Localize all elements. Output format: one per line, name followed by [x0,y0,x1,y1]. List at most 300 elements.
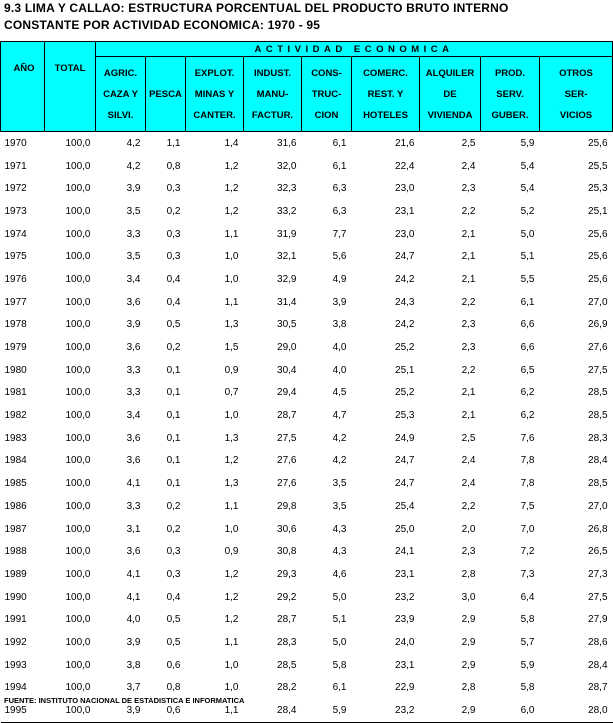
year-cell: 1978 [4,319,27,331]
alquiler-cell: 2,1 [461,410,476,422]
comerc-cell: 25,1 [395,364,415,376]
construc-cell: 4,3 [332,546,347,558]
pesca-cell: 0,5 [166,636,181,648]
year-cell: 1971 [4,160,27,172]
agric-cell: 3,5 [126,251,141,263]
year-cell: 1994 [4,682,27,694]
total-cell: 100,0 [65,296,91,308]
total-cell: 100,0 [65,205,91,217]
explot-cell: 1,4 [224,137,239,149]
agric-cell: 3,9 [126,319,141,331]
explot-cell: 1,2 [224,591,239,603]
comerc-cell: 23,2 [352,699,420,722]
construc-cell: 5,0 [332,636,347,648]
agric-cell: 3,6 [126,455,141,467]
agric-cell: 3,4 [126,410,141,422]
total-cell: 100,0 [65,319,91,331]
agric-cell: 3,5 [126,205,141,217]
prod-serv-cell: 6,1 [520,296,535,308]
header-explot-line: EXPLOT. [194,67,235,79]
pesca-cell: 0,1 [166,478,181,490]
header-total: TOTAL [45,42,96,132]
prod-serv-cell: 5,4 [520,183,535,195]
comerc-cell: 22,4 [395,160,415,172]
total-cell: 100,0 [65,410,91,422]
alquiler-cell: 2,8 [461,568,476,580]
explot-cell: 1,1 [224,500,239,512]
year-cell: 1984 [4,455,27,467]
comerc-cell: 24,9 [395,432,415,444]
agric-cell: 4,1 [126,478,141,490]
header-explot [186,57,244,132]
alquiler-cell: 2,3 [461,183,476,195]
indust-cell: 28,2 [277,682,297,694]
explot-cell: 1,3 [224,478,239,490]
alquiler-cell: 2,2 [461,500,476,512]
otros-serv-cell: 27,3 [588,568,608,580]
table-row [1,654,613,677]
pesca-cell: 0,3 [166,568,181,580]
prod-serv-cell: 7,8 [520,478,535,490]
table-subtitle: CONSTANTE POR ACTIVIDAD ECONOMICA: 1970 - 95 [4,18,321,32]
prod-serv-cell: 7,6 [520,432,535,444]
indust-cell: 32,0 [277,160,297,172]
header-indust [244,57,302,132]
otros-serv-cell: 26,9 [588,319,608,331]
otros-serv-cell: 28,6 [588,636,608,648]
explot-cell: 1,1 [224,228,239,240]
agric-cell: 3,6 [126,546,141,558]
header-otros-serv-line: VICIOS [559,109,593,121]
gdp-structure-table [0,41,613,723]
prod-serv-cell: 6,0 [481,699,540,722]
table-row [1,427,613,450]
comerc-cell: 25,2 [395,342,415,354]
table-row [1,132,613,155]
header-construc-line: CION [314,109,339,121]
source-note: FUENTE: INSTITUTO NACIONAL DE ESTADISTICA E INFORMATICA [4,696,245,705]
agric-cell: 3,3 [126,364,141,376]
explot-cell: 1,0 [224,523,239,535]
year-cell: 1988 [4,546,27,558]
explot-cell: 1,2 [224,614,239,626]
indust-cell: 31,6 [277,137,297,149]
comerc-cell: 23,1 [395,205,415,217]
header-agric-line: CAZA Y [103,88,138,100]
indust-cell: 31,9 [277,228,297,240]
header-indust-line: MANU- [256,88,289,100]
table-row [1,563,613,586]
indust-cell: 32,1 [277,251,297,263]
year-cell: 1983 [4,432,27,444]
otros-serv-cell: 26,5 [588,546,608,558]
total-cell: 100,0 [45,699,96,722]
construc-cell: 6,3 [332,183,347,195]
indust-cell: 30,5 [277,319,297,331]
year-cell: 1975 [4,251,27,263]
table-row [1,291,613,314]
pesca-cell: 0,5 [166,614,181,626]
indust-cell: 28,5 [277,659,297,671]
explot-cell: 1,3 [224,432,239,444]
total-cell: 100,0 [65,137,91,149]
construc-cell: 6,1 [332,682,347,694]
prod-serv-cell: 5,1 [520,251,535,263]
explot-cell: 1,0 [224,682,239,694]
prod-serv-cell: 5,7 [520,636,535,648]
indust-cell: 29,8 [277,500,297,512]
table-row [1,586,613,609]
comerc-cell: 24,2 [395,273,415,285]
construc-cell: 4,0 [332,364,347,376]
comerc-cell: 23,0 [395,228,415,240]
otros-serv-cell: 28,5 [588,410,608,422]
prod-serv-cell: 7,5 [520,500,535,512]
indust-cell: 30,4 [277,364,297,376]
header-indust-line: FACTUR. [251,109,294,121]
table-row [1,495,613,518]
comerc-cell: 24,0 [395,636,415,648]
prod-serv-cell: 5,9 [520,659,535,671]
table-row [1,245,613,268]
otros-serv-cell: 25,6 [588,251,608,263]
year-cell: 1989 [4,568,27,580]
pesca-cell: 0,1 [166,364,181,376]
construc-cell: 4,2 [332,432,347,444]
explot-cell: 1,0 [224,273,239,285]
agric-cell: 3,9 [96,699,146,722]
otros-serv-cell: 28,5 [588,387,608,399]
header-comerc-line: COMERC. [363,67,408,79]
year-cell: 1973 [4,205,27,217]
year-cell: 1974 [4,228,27,240]
otros-serv-cell: 25,6 [588,273,608,285]
agric-cell: 4,0 [126,614,141,626]
table-row [1,540,613,563]
table-body [1,132,613,723]
indust-cell: 32,3 [277,183,297,195]
indust-cell: 28,4 [244,699,302,722]
construc-cell: 4,7 [332,410,347,422]
prod-serv-cell: 5,8 [520,682,535,694]
pesca-cell: 0,2 [166,500,181,512]
alquiler-cell: 2,3 [461,546,476,558]
indust-cell: 27,5 [277,432,297,444]
indust-cell: 27,6 [277,478,297,490]
construc-cell: 7,7 [332,228,347,240]
prod-serv-cell: 7,0 [520,523,535,535]
alquiler-cell: 2,5 [461,137,476,149]
construc-cell: 6,3 [332,205,347,217]
table-title: 9.3 LIMA Y CALLAO: ESTRUCTURA PORCENTUAL DEL PRODUCTO BRUTO INTERNO [4,1,509,15]
alquiler-cell: 2,9 [461,636,476,648]
header-alquiler-line: DE [443,88,457,100]
total-cell: 100,0 [65,682,91,694]
agric-cell: 3,9 [126,636,141,648]
indust-cell: 27,6 [277,455,297,467]
header-agric-line: AGRIC. [103,67,138,79]
construc-cell: 5,8 [332,659,347,671]
indust-cell: 31,4 [277,296,297,308]
otros-serv-cell: 25,6 [588,137,608,149]
prod-serv-cell: 6,2 [520,387,535,399]
explot-cell: 1,0 [224,410,239,422]
indust-cell: 30,6 [277,523,297,535]
header-alquiler-line: VIVIENDA [427,109,473,121]
header-otros-serv [540,57,613,132]
table-row [1,450,613,473]
table-row [1,472,613,495]
total-cell: 100,0 [65,183,91,195]
comerc-cell: 24,3 [395,296,415,308]
otros-serv-cell: 28,7 [588,682,608,694]
prod-serv-cell: 5,0 [520,228,535,240]
prod-serv-cell: 5,5 [520,273,535,285]
alquiler-cell: 2,3 [461,342,476,354]
alquiler-cell: 2,9 [461,614,476,626]
pesca-cell: 0,4 [166,296,181,308]
otros-serv-cell: 27,5 [588,364,608,376]
header-comerc [352,57,420,132]
total-cell: 100,0 [65,364,91,376]
comerc-cell: 24,7 [395,251,415,263]
year-cell: 1982 [4,410,27,422]
pesca-cell: 1,1 [166,137,181,149]
year-cell: 1977 [4,296,27,308]
pesca-cell: 0,5 [166,319,181,331]
header-agric [96,57,146,132]
construc-cell: 5,9 [302,699,352,722]
total-cell: 100,0 [65,568,91,580]
construc-cell: 4,2 [332,455,347,467]
table-row [1,382,613,405]
otros-serv-cell: 28,0 [540,699,613,722]
otros-serv-cell: 25,3 [588,183,608,195]
total-cell: 100,0 [65,659,91,671]
construc-cell: 3,8 [332,319,347,331]
header-prod-serv [481,57,540,132]
otros-serv-cell: 26,8 [588,523,608,535]
pesca-cell: 0,6 [166,659,181,671]
year-cell: 1990 [4,591,27,603]
construc-cell: 4,5 [332,387,347,399]
table-row [1,314,613,337]
construc-cell: 3,5 [332,478,347,490]
agric-cell: 3,6 [126,432,141,444]
indust-cell: 29,2 [277,591,297,603]
header-pesca-line: PESCA [149,88,182,100]
alquiler-cell: 3,0 [461,591,476,603]
year-cell: 1993 [4,659,27,671]
comerc-cell: 23,1 [395,568,415,580]
header-construc-line: CONS- [311,67,342,79]
pesca-cell: 0,2 [166,342,181,354]
agric-cell: 3,4 [126,273,141,285]
indust-cell: 32,9 [277,273,297,285]
header-prod-serv-line: GUBER. [491,109,529,121]
comerc-cell: 23,1 [395,659,415,671]
pesca-cell: 0,4 [166,591,181,603]
construc-cell: 4,3 [332,523,347,535]
pesca-cell: 0,3 [166,546,181,558]
alquiler-cell: 2,9 [420,699,481,722]
otros-serv-cell: 27,0 [588,500,608,512]
table-row [1,608,613,631]
indust-cell: 28,3 [277,636,297,648]
pesca-cell: 0,3 [166,183,181,195]
table-row [1,223,613,246]
agric-cell: 4,1 [126,591,141,603]
alquiler-cell: 2,2 [461,364,476,376]
table-row [1,155,613,178]
header-year: AÑO [1,42,45,132]
total-cell: 100,0 [65,614,91,626]
otros-serv-cell: 25,1 [588,205,608,217]
year-cell: 1987 [4,523,27,535]
table-row [1,336,613,359]
agric-cell: 4,1 [126,568,141,580]
year-cell: 1972 [4,183,27,195]
construc-cell: 4,9 [332,273,347,285]
construc-cell: 3,9 [332,296,347,308]
year-cell: 1985 [4,478,27,490]
alquiler-cell: 2,4 [461,478,476,490]
year-cell: 1986 [4,500,27,512]
indust-cell: 28,7 [277,410,297,422]
header-indust-line: INDUST. [254,67,291,79]
otros-serv-cell: 27,5 [588,591,608,603]
agric-cell: 3,6 [126,296,141,308]
otros-serv-cell: 25,5 [588,160,608,172]
explot-cell: 1,2 [224,205,239,217]
otros-serv-cell: 28,5 [588,478,608,490]
year-cell: 1992 [4,636,27,648]
table-row [1,359,613,382]
pesca-cell: 0,2 [166,205,181,217]
alquiler-cell: 2,1 [461,251,476,263]
comerc-cell: 24,7 [395,478,415,490]
comerc-cell: 24,1 [395,546,415,558]
table-row [1,268,613,291]
total-cell: 100,0 [65,432,91,444]
agric-cell: 4,2 [126,137,141,149]
prod-serv-cell: 5,9 [520,137,535,149]
otros-serv-cell: 27,6 [588,342,608,354]
prod-serv-cell: 5,4 [520,160,535,172]
header-otros-serv-line: SER- [564,88,588,100]
pesca-cell: 0,3 [166,251,181,263]
alquiler-cell: 2,4 [461,160,476,172]
alquiler-cell: 2,2 [461,205,476,217]
construc-cell: 5,6 [332,251,347,263]
year-cell: 1979 [4,342,27,354]
prod-serv-cell: 5,8 [520,614,535,626]
explot-cell: 1,1 [224,636,239,648]
header-construc [302,57,352,132]
header-explot-line: CANTER. [193,109,236,121]
indust-cell: 29,0 [277,342,297,354]
pesca-cell: 0,2 [166,523,181,535]
explot-cell: 1,2 [224,455,239,467]
total-cell: 100,0 [65,523,91,535]
header-agric-line: SILVI. [107,109,134,121]
prod-serv-cell: 6,6 [520,319,535,331]
header-comerc-line: HOTELES [363,109,408,121]
explot-cell: 0,9 [224,364,239,376]
agric-cell: 3,3 [126,228,141,240]
construc-cell: 4,0 [332,342,347,354]
explot-cell: 1,0 [224,251,239,263]
agric-cell: 3,3 [126,387,141,399]
year-cell: 1976 [4,273,27,285]
table-row [1,518,613,541]
header-prod-serv-line: SERV. [496,88,524,100]
explot-cell: 0,9 [224,546,239,558]
header-otros-serv-line: OTROS [559,67,593,79]
total-cell: 100,0 [65,636,91,648]
agric-cell: 4,2 [126,160,141,172]
construc-cell: 4,6 [332,568,347,580]
comerc-cell: 25,0 [395,523,415,535]
explot-cell: 1,5 [224,342,239,354]
year-cell: 1991 [4,614,27,626]
alquiler-cell: 2,8 [461,682,476,694]
total-cell: 100,0 [65,251,91,263]
comerc-cell: 23,2 [395,591,415,603]
comerc-cell: 21,6 [395,137,415,149]
total-cell: 100,0 [65,160,91,172]
header-comerc-line: REST. Y [367,88,404,100]
indust-cell: 30,8 [277,546,297,558]
explot-cell: 1,0 [224,659,239,671]
otros-serv-cell: 28,3 [588,432,608,444]
prod-serv-cell: 7,8 [520,455,535,467]
prod-serv-cell: 7,2 [520,546,535,558]
pesca-cell: 0,1 [166,432,181,444]
alquiler-cell: 2,1 [461,273,476,285]
table-row [1,631,613,654]
prod-serv-cell: 6,5 [520,364,535,376]
construc-cell: 5,0 [332,591,347,603]
alquiler-cell: 2,9 [461,659,476,671]
agric-cell: 3,8 [126,659,141,671]
explot-cell: 1,2 [224,568,239,580]
year-cell: 1970 [4,137,27,149]
prod-serv-cell: 6,6 [520,342,535,354]
indust-cell: 29,4 [277,387,297,399]
agric-cell: 3,1 [126,523,141,535]
comerc-cell: 23,0 [395,183,415,195]
header-alquiler [420,57,481,132]
pesca-cell: 0,6 [146,699,186,722]
alquiler-cell: 2,2 [461,296,476,308]
otros-serv-cell: 25,6 [588,228,608,240]
table-row [1,404,613,427]
explot-cell: 1,2 [224,183,239,195]
construc-cell: 6,1 [332,137,347,149]
alquiler-cell: 2,4 [461,455,476,467]
pesca-cell: 0,1 [166,455,181,467]
indust-cell: 28,7 [277,614,297,626]
prod-serv-cell: 5,2 [520,205,535,217]
otros-serv-cell: 28,4 [588,455,608,467]
comerc-cell: 25,3 [395,410,415,422]
header-construc-line: TRUC- [311,88,342,100]
alquiler-cell: 2,0 [461,523,476,535]
comerc-cell: 25,2 [395,387,415,399]
otros-serv-cell: 28,4 [588,659,608,671]
total-cell: 100,0 [65,455,91,467]
